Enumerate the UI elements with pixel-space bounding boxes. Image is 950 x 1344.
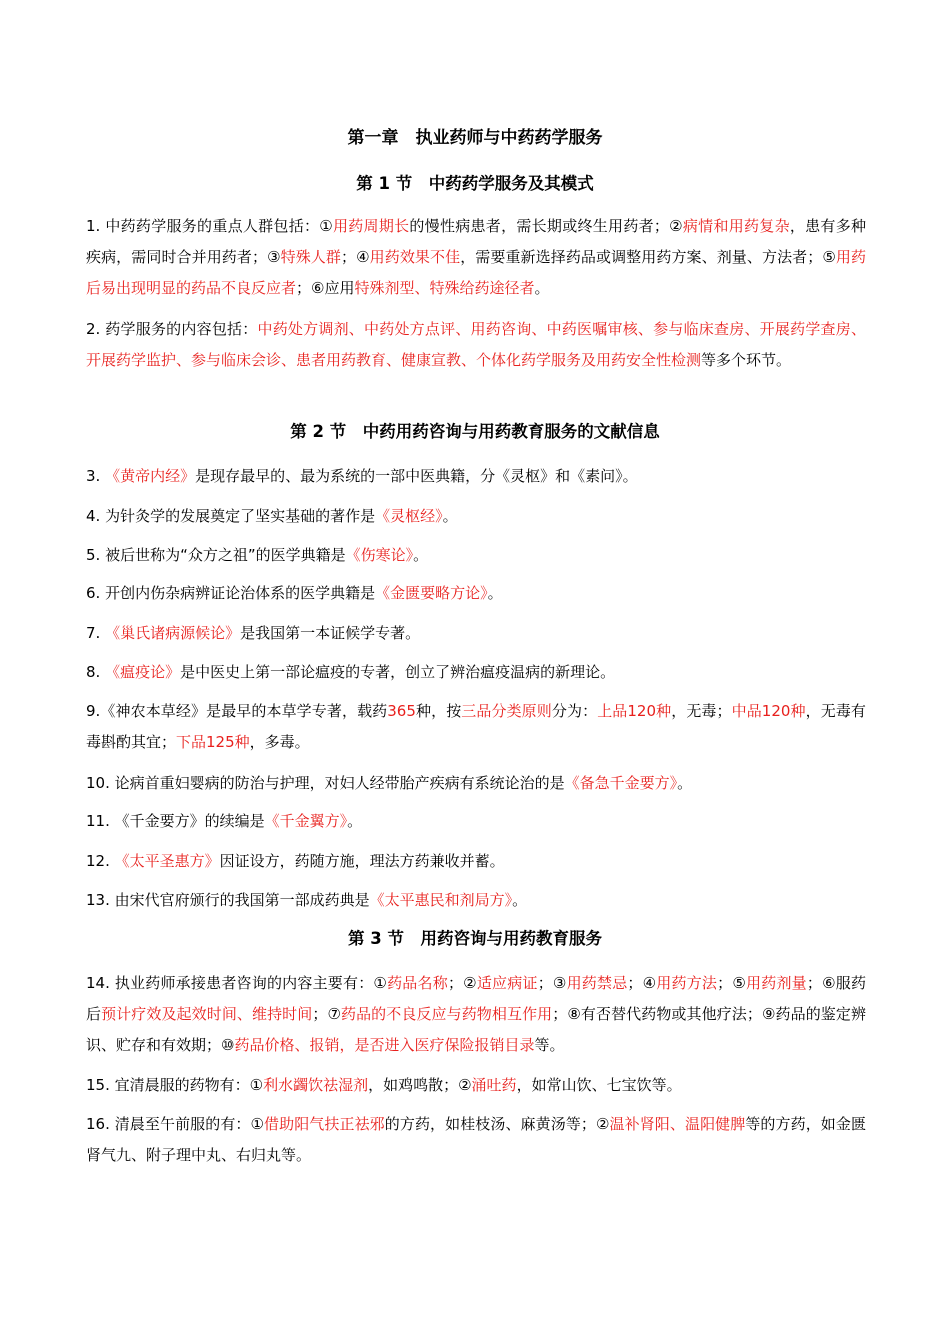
body-text: ；③: [537, 974, 567, 992]
highlighted-text: 涌吐药: [471, 1076, 517, 1094]
highlighted-text: 下品125种: [176, 733, 250, 751]
body-text: 。: [487, 584, 503, 602]
highlighted-text: 《备急千金要方》: [564, 774, 678, 792]
highlighted-text: 药品的不良反应与药物相互作用: [341, 1005, 553, 1023]
highlighted-text: 药品名称: [387, 974, 448, 992]
body-text: 。: [534, 279, 550, 297]
paragraph-14: [86, 968, 866, 1061]
highlighted-text: 预计疗效及起效时间、维持时间: [101, 1005, 313, 1023]
paragraph-8: [86, 661, 866, 683]
paragraph-9: [86, 696, 866, 758]
highlighted-text: 借助阳气扶正祛邪: [264, 1115, 385, 1133]
highlighted-text: 用药剂量: [746, 974, 807, 992]
body-text: 16. 清晨至午前服的有：①: [86, 1115, 265, 1133]
body-text: ；⑧有否替代药物或其他疗法；⑨药品的鉴定辨识、贮存和有效期；⑩: [86, 1005, 866, 1054]
body-text: ，需要重新选择药品或调整用药方案、剂量、方法者；⑤: [460, 248, 836, 266]
highlighted-text: 《伤寒论》: [345, 546, 414, 564]
highlighted-text: 365: [387, 702, 416, 720]
body-text: 11. 《千金要方》的续编是: [86, 812, 265, 830]
highlighted-text: 《千金翼方》: [264, 812, 348, 830]
highlighted-text: 药品价格、报销，是否进入医疗保险报销目录: [234, 1036, 535, 1054]
body-text: 分为：: [551, 702, 598, 720]
body-text: 。: [677, 774, 693, 792]
section-title-1: 第 1 节 中药药学服务及其模式: [356, 174, 594, 193]
body-text: ；⑥应用: [296, 279, 355, 297]
body-text: 。: [442, 507, 458, 525]
body-text: 1. 中药药学服务的重点人群包括：①: [86, 217, 333, 235]
body-text: 的方药，如桂枝汤、麻黄汤等；②: [384, 1115, 610, 1133]
body-text: ，无毒有毒斟酌其宜；: [86, 702, 866, 751]
body-text: ；⑦: [312, 1005, 341, 1023]
body-text: ；④: [341, 248, 370, 266]
paragraph-3: [86, 465, 866, 487]
body-text: 是中医史上第一部论瘟疫的专著，创立了辨治瘟疫温病的新理论。: [180, 663, 616, 681]
body-text: ；⑥服药后: [86, 974, 866, 1023]
body-text: 。: [413, 546, 429, 564]
body-text: 的慢性病患者，需长期或终生用药者；②: [409, 217, 683, 235]
body-text: 3.: [86, 467, 106, 485]
body-text: 9.《神农本草经》是最早的本草学专著，载药: [86, 702, 388, 720]
highlighted-text: 《太平圣惠方》: [114, 852, 220, 870]
body-text: ，多毒。: [249, 733, 310, 751]
body-text: 等。: [534, 1036, 565, 1054]
body-text: 14. 执业药师承接患者咨询的内容主要有：①: [86, 974, 388, 992]
highlighted-text: 利水蠲饮祛湿剂: [263, 1076, 369, 1094]
body-text: ；⑤: [717, 974, 747, 992]
body-text: 是现存最早的、最为系统的一部中医典籍，分《灵枢》和《素问》。: [195, 467, 638, 485]
body-text: ，如鸡鸣散；②: [368, 1076, 472, 1094]
chapter-title: 第一章 执业药师与中药药学服务: [347, 128, 603, 148]
paragraph-2: [86, 314, 866, 376]
paragraph-5: [86, 544, 866, 566]
highlighted-text: 《灵枢经》: [375, 507, 443, 525]
highlighted-text: 《黄帝内经》: [105, 467, 196, 485]
body-text: 5. 被后世称为“众方之祖”的医学典籍是: [86, 546, 346, 564]
section-title-2: 第 2 节 中药用药咨询与用药教育服务的文献信息: [290, 422, 660, 441]
body-text: 8.: [86, 663, 106, 681]
highlighted-text: 特殊剂型、特殊给药途径者: [354, 279, 535, 297]
paragraph-12: [86, 850, 866, 872]
body-text: 15. 宜清晨服的药物有：①: [86, 1076, 264, 1094]
highlighted-text: 中药处方调剂、中药处方点评、用药咨询、中药医嘱审核、参与临床查房、开展药学查房、开展药学监护、参与临床会诊、患者用药教育、健康宣教、个体化药学服务及用药安全性检测: [86, 320, 866, 369]
paragraph-7: [86, 622, 866, 644]
highlighted-text: 《巢氏诸病源候论》: [105, 624, 241, 642]
highlighted-text: 中品120种: [731, 702, 806, 720]
highlighted-text: 特殊人群: [280, 248, 341, 266]
highlighted-text: 三品分类原则: [461, 702, 552, 720]
paragraph-15: [86, 1074, 866, 1096]
highlighted-text: 上品120种: [597, 702, 672, 720]
highlighted-text: 温补肾阳、温阳健脾: [609, 1115, 746, 1133]
highlighted-text: 用药禁忌: [566, 974, 628, 992]
body-text: ；②: [447, 974, 477, 992]
body-text: 4. 为针灸学的发展奠定了坚实基础的著作是: [86, 507, 376, 525]
body-text: 2. 药学服务的内容包括：: [86, 320, 258, 338]
body-text: 等多个环节。: [701, 351, 792, 369]
highlighted-text: 用药效果不佳: [369, 248, 461, 266]
body-text: 等的方药，如金匮肾气九、附子理中丸、右归丸等。: [86, 1115, 866, 1164]
paragraph-1: [86, 211, 866, 304]
body-text: ；④: [627, 974, 657, 992]
highlighted-text: 《瘟疫论》: [105, 663, 181, 681]
section-title-3: 第 3 节 用药咨询与用药教育服务: [348, 929, 602, 948]
highlighted-text: 病情和用药复杂: [682, 217, 790, 235]
body-text: 。: [512, 891, 528, 909]
body-text: 6. 开创内伤杂病辨证论治体系的医学典籍是: [86, 584, 376, 602]
highlighted-text: 用药周期长: [333, 217, 410, 235]
highlighted-text: 适应病证: [476, 974, 538, 992]
highlighted-text: 《太平惠民和剂局方》: [369, 891, 513, 909]
highlighted-text: 用药方法: [656, 974, 718, 992]
paragraph-6: [86, 582, 866, 604]
body-text: 。: [347, 812, 363, 830]
highlighted-text: 用药后易出现明显的药品不良反应者: [86, 248, 866, 297]
paragraph-10: [86, 772, 866, 794]
body-text: 13. 由宋代官府颁行的我国第一部成药典是: [86, 891, 370, 909]
body-text: 是我国第一本证候学专著。: [240, 624, 421, 642]
body-text: 种，按: [415, 702, 462, 720]
body-text: 10. 论病首重妇婴病的防治与护理，对妇人经带胎产疾病有系统论治的是: [86, 774, 565, 792]
body-text: 因证设方，药随方施，理法方药兼收并蓄。: [219, 852, 505, 870]
paragraph-4: [86, 505, 866, 527]
body-text: ，患有多种疾病，需同时合并用药者；③: [86, 217, 866, 266]
paragraph-13: [86, 889, 866, 911]
body-text: 12.: [86, 852, 115, 870]
body-text: ，如常山饮、七宝饮等。: [516, 1076, 682, 1094]
paragraph-16: [86, 1109, 866, 1171]
paragraph-11: [86, 810, 866, 832]
body-text: ，无毒；: [671, 702, 732, 720]
highlighted-text: 《金匮要略方论》: [375, 584, 488, 602]
body-text: 7.: [86, 624, 106, 642]
